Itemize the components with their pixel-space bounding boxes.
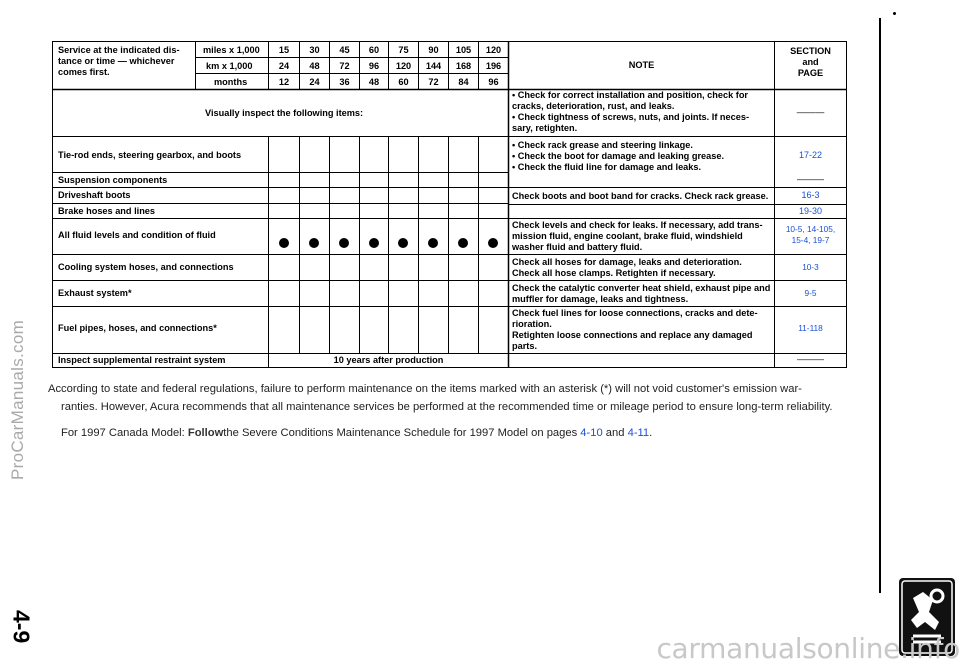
item-driveshaft-boots: Driveshaft boots xyxy=(58,190,131,200)
visual-inspect-ref: ——— xyxy=(796,107,825,117)
months-label: months xyxy=(214,77,248,87)
months-value: 60 xyxy=(398,77,409,87)
km-value: 24 xyxy=(278,61,290,71)
km-value: 48 xyxy=(309,61,320,71)
months-value: 48 xyxy=(368,77,380,87)
months-value: 24 xyxy=(309,77,320,87)
ref-brake: 19-30 xyxy=(798,206,823,216)
miles-value: 120 xyxy=(485,45,502,55)
miles-value: 75 xyxy=(398,45,409,55)
note-header: NOTE xyxy=(628,60,655,70)
ref-cooling: 10-3 xyxy=(802,262,819,272)
km-value: 196 xyxy=(485,61,502,71)
maintenance-dot xyxy=(309,238,319,248)
km-label: km x 1,000 xyxy=(206,61,253,71)
ref-fuel: 11-118 xyxy=(798,323,823,333)
ref-suspension: ——— xyxy=(797,174,824,184)
km-value: 72 xyxy=(339,61,350,71)
page-number: 4-9 xyxy=(8,610,35,644)
months-value: 96 xyxy=(488,77,499,87)
canada-paragraph: For 1997 Canada Model: Followthe Severe Conditions Maintenance Schedule for 1997 Model on pages 4-10 and 4-11. xyxy=(61,427,653,439)
months-value: 36 xyxy=(339,77,350,87)
item-fluid-levels: All fluid levels and condition of fluid xyxy=(58,230,216,240)
maintenance-dot xyxy=(398,238,408,248)
item-cooling-hoses: Cooling system hoses, and connections xyxy=(58,262,234,272)
miles-value: 30 xyxy=(309,45,320,55)
km-value: 120 xyxy=(395,61,412,71)
ref-srs: ——— xyxy=(797,354,824,364)
km-value: 96 xyxy=(368,61,380,71)
note-driveshaft: Check boots and boot band for cracks. Check rack grease. xyxy=(512,191,769,201)
ref-fluid: 10-5, 14-105, 15-4, 19-7 xyxy=(785,224,836,245)
ref-tie-rod: 17-22 xyxy=(798,150,823,160)
miles-value: 105 xyxy=(455,45,472,55)
maintenance-dot xyxy=(369,238,379,248)
service-interval-label: Service at the indicated dis- tance or time — whichever comes first. xyxy=(58,45,180,77)
maintenance-dot xyxy=(428,238,438,248)
item-suspension: Suspension components xyxy=(58,175,168,185)
km-value: 168 xyxy=(455,61,472,71)
visual-inspect-label: Visually inspect the following items: xyxy=(205,108,364,118)
emission-paragraph xyxy=(48,380,878,416)
paragraph-line: According to state and federal regulations, failure to perform maintenance on the items marked with an asterisk (*) will not void customer's emission war- xyxy=(48,383,802,395)
section-page-header: SECTION and PAGE xyxy=(790,46,831,78)
item-fuel-pipes: Fuel pipes, hoses, and connections* xyxy=(58,323,217,333)
follow-word: Follow xyxy=(187,427,224,439)
page-link-4-11[interactable]: 4-11 xyxy=(627,427,650,439)
item-exhaust: Exhaust system* xyxy=(58,288,132,298)
visual-inspect-note: • Check for correct installation and position, check for cracks, deterioration, rust, and leaks. • Check tightness of screws, nuts, and joints. If neces- sary, retighten. xyxy=(512,90,750,133)
item-brake-hoses: Brake hoses and lines xyxy=(58,206,156,216)
months-value: 12 xyxy=(278,77,290,87)
ref-exhaust: 9-5 xyxy=(804,288,817,298)
km-value: 144 xyxy=(425,61,442,71)
miles-value: 90 xyxy=(428,45,439,55)
note-fuel: Check fuel lines for loose connections, cracks and dete- rioration. Retighten loose connections and replace any damaged parts. xyxy=(512,308,758,351)
srs-interval: 10 years after production xyxy=(333,355,444,365)
miles-value: 45 xyxy=(339,45,350,55)
item-srs: Inspect supplemental restraint system xyxy=(58,355,226,365)
side-watermark: ProCarManuals.com xyxy=(8,319,27,481)
note-tie-rod: • Check rack grease and steering linkage. • Check the boot for damage and leaking grease. • Check the fluid line for damage and leaks. xyxy=(512,140,725,172)
footer-watermark: carmanualsonline.info xyxy=(656,632,960,665)
item-tie-rod: Tie-rod ends, steering gearbox, and boots xyxy=(58,150,242,160)
months-value: 72 xyxy=(428,77,439,87)
maintenance-dot xyxy=(279,238,289,248)
page-link-4-10[interactable]: 4-10 xyxy=(580,427,603,439)
miles-value: 15 xyxy=(278,45,290,55)
ref-driveshaft: 16-3 xyxy=(801,190,820,200)
note-cooling: Check all hoses for damage, leaks and deterioration. Check all hose clamps. Retighten if necessary. xyxy=(512,257,742,278)
maintenance-dot xyxy=(458,238,468,248)
months-value: 84 xyxy=(458,77,469,87)
miles-label: miles x 1,000 xyxy=(203,45,260,55)
paragraph-line: ranties. However, Acura recommends that all maintenance services be performed at the recommended time or mileage period to ensure long-term reliability. xyxy=(61,401,833,413)
maintenance-dot xyxy=(488,238,498,248)
maintenance-dot xyxy=(339,238,349,248)
miles-value: 60 xyxy=(368,45,380,55)
note-fluid-levels: Check levels and check for leaks. If necessary, add trans- mission fluid, engine coolant, brake fluid, windshield washer fluid and battery fluid. xyxy=(512,220,763,252)
note-exhaust: Check the catalytic converter heat shield, exhaust pipe and muffler for damage, leaks and tightness. xyxy=(512,283,771,304)
